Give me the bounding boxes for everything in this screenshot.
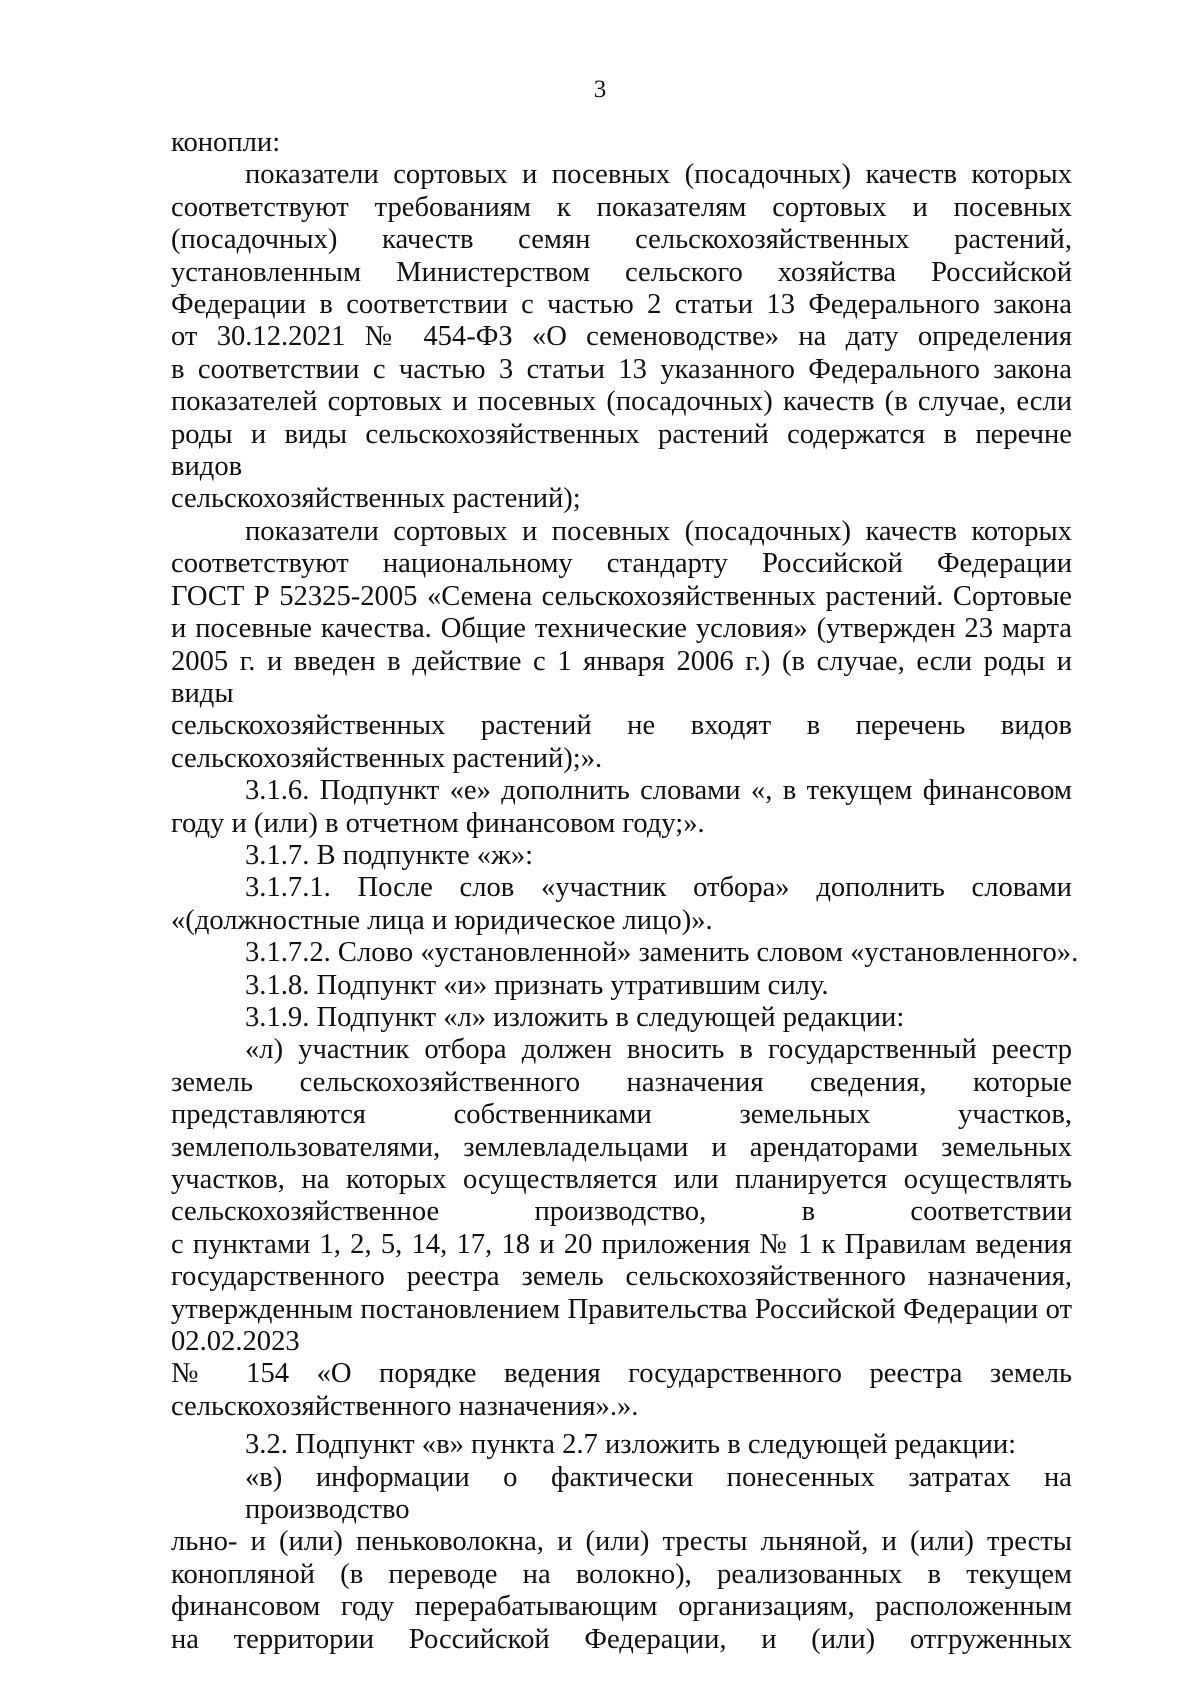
- text-line: от 30.12.2021 № 454-ФЗ «О семеноводстве» на дату определения: [171, 321, 1072, 353]
- paragraph-3-1-7-2: [171, 937, 1079, 969]
- text-line: конопли:: [171, 127, 281, 158]
- paragraph-3-1-8: [171, 970, 1072, 1002]
- document-body: [171, 127, 1079, 1656]
- paragraph-3-1-7: [171, 840, 1072, 872]
- text-line: государственного реестра земель сельскохозяйственного назначения,: [171, 1261, 1072, 1293]
- text-line: 3.1.7.1. После слов «участник отбора» дополнить словами: [245, 872, 1072, 904]
- text-line: (посадочных) качеств семян сельскохозяйственных растений,: [171, 224, 1072, 256]
- text-line: 3.1.7. В подпункте «ж»:: [245, 839, 534, 871]
- text-line: 3.1.9. Подпункт «л» изложить в следующей редакции:: [245, 1001, 905, 1033]
- paragraph-varietal-indicators-ministry: [171, 159, 1072, 515]
- page-number: 3: [593, 76, 607, 103]
- text-line: «в) информации о фактически понесенных затратах на производство: [245, 1461, 1072, 1526]
- text-line: установленным Министерством сельского хозяйства Российской: [171, 256, 1072, 288]
- text-line: и посевные качества. Общие технические условия» (утвержден 23 марта: [171, 613, 1072, 645]
- text-line: льно- и (или) пеньковолокна, и (или) тресты льняной, и (или) тресты: [171, 1526, 1072, 1558]
- paragraph-varietal-indicators-gost: [171, 516, 1072, 775]
- text-line: «л) участник отбора должен вносить в государственный реестр: [245, 1034, 1072, 1066]
- paragraph-3-1-7-1: [171, 872, 1072, 937]
- text-line: сельскохозяйственного назначения».».: [171, 1390, 639, 1422]
- text-line: соответствуют требованиям к показателям сортовых и посевных: [171, 191, 1072, 223]
- paragraph-subitem-v: [171, 1462, 1072, 1656]
- text-line: соответствуют национальному стандарту Российской Федерации: [171, 548, 1072, 580]
- paragraph-3-1-9: [171, 1002, 1072, 1034]
- text-line: с пунктами 1, 2, 5, 14, 17, 18 и 20 приложения № 1 к Правилам ведения: [171, 1228, 1072, 1260]
- text-line: 3.1.6. Подпункт «е» дополнить словами «, в текущем финансовом: [245, 775, 1072, 807]
- text-line: 02.02.2023: [171, 1326, 300, 1358]
- paragraph-3-2: [171, 1429, 1072, 1461]
- text-line: земель сельскохозяйственного назначения сведения, которые: [171, 1066, 1072, 1098]
- text-line: сельскохозяйственных растений);».: [171, 742, 603, 774]
- text-line: на территории Российской Федерации, и (или) отгруженных: [171, 1623, 1072, 1655]
- text-line: году и (или) в отчетном финансовом году;».: [171, 807, 705, 839]
- text-line: землепользователями, землевладельцами и арендаторами земельных: [171, 1131, 1072, 1163]
- text-line: 2005 г. и введен в действие с 1 января 2006 г.) (в случае, если роды и виды: [171, 645, 1072, 709]
- text-line: показателей сортовых и посевных (посадочных) качеств (в случае, если: [171, 386, 1072, 418]
- text-line: «(должностные лица и юридическое лицо)».: [171, 904, 713, 936]
- text-line: ГОСТ Р 52325-2005 «Семена сельскохозяйственных растений. Сортовые: [171, 580, 1072, 612]
- text-line: участков, на которых осуществляется или планируется осуществлять: [171, 1164, 1072, 1195]
- text-line: 3.2. Подпункт «в» пункта 2.7 изложить в следующей редакции:: [245, 1429, 1017, 1461]
- text-line: представляются собственниками земельных участков,: [171, 1099, 1072, 1131]
- text-line: роды и виды сельскохозяйственных растений содержатся в перечне видов: [171, 418, 1072, 483]
- text-line: 3.1.8. Подпункт «и» признать утратившим силу.: [245, 969, 829, 1001]
- paragraph-3-1-6: [171, 775, 1072, 840]
- text-line: утвержденным постановлением Правительства Российской Федерации от: [171, 1293, 1072, 1325]
- paragraph-subitem-l: [171, 1034, 1072, 1423]
- text-line: сельскохозяйственных растений);: [171, 483, 581, 515]
- text-line: финансовом году перерабатывающим организациям, расположенным: [171, 1591, 1072, 1623]
- text-line: Федерации в соответствии с частью 2 статьи 13 Федерального закона: [171, 289, 1072, 321]
- text-line: в соответствии с частью 3 статьи 13 указанного Федерального закона: [171, 353, 1072, 385]
- text-line: сельскохозяйственное производство, в соответствии: [171, 1196, 1072, 1228]
- paragraph-continuation: [171, 127, 1072, 159]
- text-line: 3.1.7.2. Слово «установленной» заменить словом «установленного».: [245, 937, 1079, 969]
- text-line: конопляной (в переводе на волокно), реализованных в текущем: [171, 1558, 1072, 1590]
- text-line: № 154 «О порядке ведения государственного реестра земель: [171, 1358, 1072, 1390]
- text-line: показатели сортовых и посевных (посадочных) качеств которых: [245, 515, 1072, 547]
- text-line: сельскохозяйственных растений не входят в перечень видов: [171, 710, 1072, 742]
- text-line: показатели сортовых и посевных (посадочных) качеств которых: [245, 159, 1072, 191]
